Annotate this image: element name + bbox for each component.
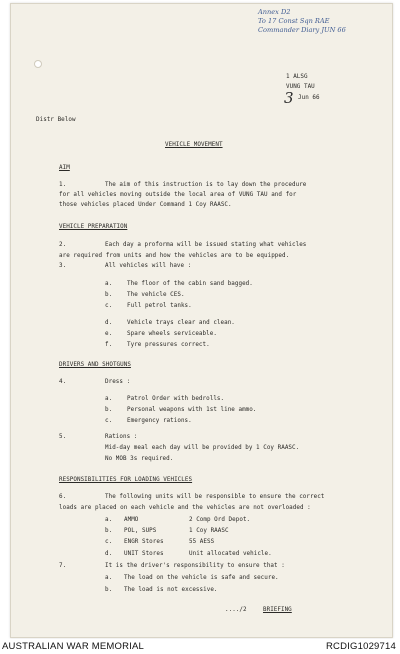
list-item: Personal weapons with 1st line ammo. [127, 407, 257, 413]
handwritten-diary: Commander Diary JUN 66 [258, 26, 346, 34]
document-title: VEHICLE MOVEMENT [165, 142, 223, 148]
archive-footer [0, 639, 400, 654]
aim-line: for all vehicles moving outside the local area of VUNG TAU and for [59, 192, 297, 198]
drivers-heading: DRIVERS AND SHOTGUNS [59, 362, 131, 368]
item-letter: a. [105, 281, 113, 287]
list-item: The floor of the cabin sand bagged. [127, 281, 253, 287]
punch-hole [34, 60, 42, 68]
responsible-unit: Unit allocated vehicle. [189, 551, 272, 557]
para-number: 4. [59, 379, 67, 385]
item-letter: c. [105, 539, 113, 545]
list-item: Emergency rations. [127, 418, 192, 424]
item-letter: d. [105, 320, 113, 326]
para-number: 6. [59, 494, 67, 500]
item-letter: b. [105, 528, 113, 534]
archive-name: AUSTRALIAN WAR MEMORIAL [2, 641, 145, 652]
store-type: UNIT Stores [124, 551, 164, 557]
aim-line: those vehicles placed Under Command 1 Coy RAASC. [59, 202, 232, 208]
store-type: AMMO [124, 517, 139, 523]
preparation-heading: VEHICLE PREPARATION [59, 224, 128, 230]
loading-line: loads are placed on each vehicle and the vehicles are not overloaded : [59, 505, 311, 511]
loading-line: The following units will be responsible to ensure the correct [105, 494, 325, 500]
item-letter: f. [105, 342, 113, 348]
next-section: BRIEFING [263, 607, 292, 613]
preparation-line: Each day a proforma will be issued stating what vehicles [105, 242, 307, 248]
para-number: 5. [59, 434, 67, 440]
rations-heading: Rations : [105, 434, 138, 440]
responsible-unit: 55 AESS [189, 539, 215, 545]
item-letter: b. [105, 407, 113, 413]
item-letter: a. [105, 517, 113, 523]
item-letter: c. [105, 418, 113, 424]
para-number: 7. [59, 563, 67, 569]
list-item: Full petrol tanks. [127, 303, 192, 309]
responsible-unit: 2 Comp Ord Depot. [189, 517, 251, 523]
record-id: RCDIG1029714 [326, 641, 396, 652]
driver-responsibility: It is the driver's responsibility to ensure that : [105, 563, 285, 569]
para-number: 2. [59, 242, 67, 248]
item-letter: a. [105, 396, 113, 402]
store-type: POL, SUPS [124, 528, 157, 534]
item-letter: b. [105, 292, 113, 298]
date-month: Jun 66 [298, 95, 320, 101]
item-letter: a. [105, 575, 113, 581]
item-letter: d. [105, 551, 113, 557]
loading-heading: RESPONSIBILITIES FOR LOADING VEHICLES [59, 477, 193, 483]
rations-line: No MOB 3s required. [105, 456, 174, 462]
responsible-unit: 1 Coy RAASC [189, 528, 229, 534]
store-type: ENGR Stores [124, 539, 164, 545]
distribution: Distr Below [36, 117, 76, 123]
para-number: 3. [59, 263, 67, 269]
continuation-marker: ..../2 [225, 607, 247, 613]
list-item: The load is not excessive. [124, 587, 218, 593]
list-item: Spare wheels serviceable. [127, 331, 217, 337]
date-day: 3 [284, 89, 294, 107]
list-item: Patrol Order with bedrolls. [127, 396, 225, 402]
item-letter: c. [105, 303, 113, 309]
rations-line: Mid-day meal each day will be provided by 1 Coy RAASC. [105, 445, 300, 451]
list-item: Tyre pressures correct. [127, 342, 210, 348]
handwritten-annex: Annex D2 [258, 8, 291, 16]
para-number: 1. [59, 182, 67, 188]
handwritten-unit: To 17 Const Sqn RAE [258, 17, 330, 25]
list-item: Vehicle trays clear and clean. [127, 320, 235, 326]
aim-heading: AIM [59, 165, 70, 171]
preparation-intro: All vehicles will have : [105, 263, 192, 269]
place-name: VUNG TAU [286, 84, 315, 90]
preparation-line: are required from units and how the vehicles are to be equipped. [59, 253, 290, 259]
item-letter: b. [105, 587, 113, 593]
list-item: The load on the vehicle is safe and secure. [124, 575, 279, 581]
unit-name: 1 ALSG [286, 74, 308, 80]
item-letter: e. [105, 331, 113, 337]
drivers-intro: Dress : [105, 379, 131, 385]
aim-line: The aim of this instruction is to lay down the procedure [105, 182, 307, 188]
list-item: The vehicle CES. [127, 292, 185, 298]
